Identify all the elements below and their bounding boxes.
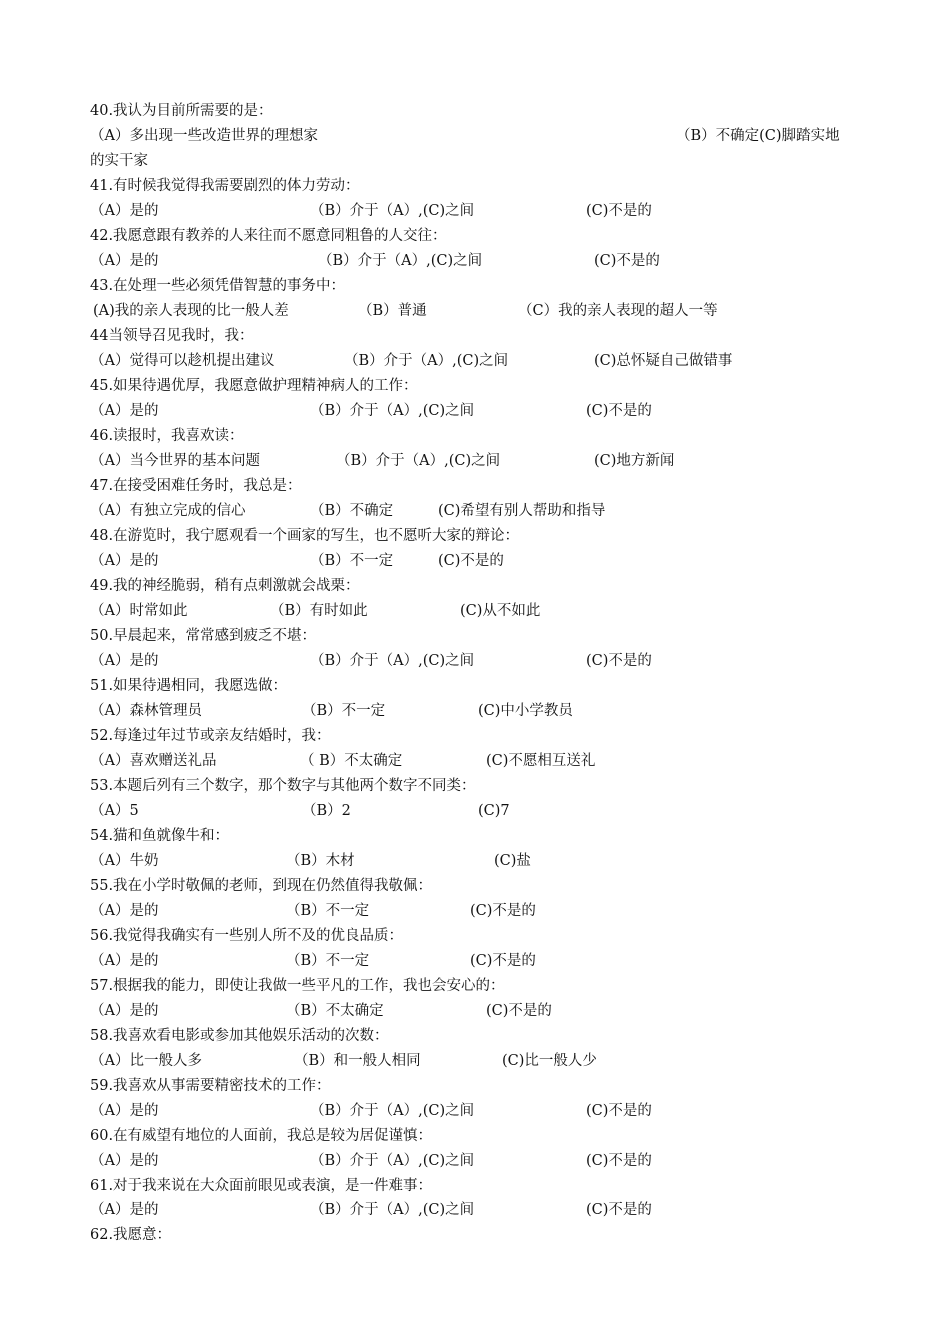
option-a: （A）比一般人多: [90, 1053, 202, 1069]
question-62: 62.我愿意：: [90, 1227, 172, 1243]
option-a: (A)我的亲人表现的比一般人差: [93, 303, 289, 319]
option-b: （B）不太确定: [286, 1003, 384, 1019]
option-b: （B）介于（A）,(C)之间: [310, 203, 475, 219]
option-c: (C)不是的: [486, 1003, 552, 1019]
question-50: 50.早晨起来，常常感到疲乏不堪：: [90, 628, 317, 644]
option-a: （A）觉得可以趁机提出建议: [90, 353, 275, 369]
option-c: (C)希望有别人帮助和指导: [438, 503, 606, 519]
option-c: (C)不愿相互送礼: [486, 753, 596, 769]
option-c: (C)7: [478, 803, 510, 819]
option-a: （A）是的: [90, 253, 159, 269]
question-56: 56.我觉得我确实有一些别人所不及的优良品质：: [90, 928, 404, 944]
option-a: （A）森林管理员: [90, 703, 202, 719]
question-51: 51.如果待遇相同，我愿选做：: [90, 678, 288, 694]
option-b: （B）介于（A）,(C)之间: [318, 253, 483, 269]
option-b: （B）木材: [286, 853, 355, 869]
option-c: (C)不是的: [586, 403, 652, 419]
option-c: （C）我的亲人表现的超人一等: [518, 303, 718, 319]
option-c: (C)从不如此: [460, 603, 541, 619]
question-43: 43.在处理一些必须凭借智慧的事务中：: [90, 278, 346, 294]
question-55: 55.我在小学时敬佩的老师，到现在仍然值得我敬佩：: [90, 878, 433, 894]
option-a: （A）有独立完成的信心: [90, 503, 246, 519]
option-a: （A）是的: [90, 653, 159, 669]
question-60: 60.在有威望有地位的人面前，我总是较为居促谨慎：: [90, 1128, 433, 1144]
option-a: （A）多出现一些改造世界的理想家: [90, 128, 318, 144]
option-b: （ B）不太确定: [300, 753, 403, 769]
option-b: （B）介于（A）,(C)之间: [310, 1103, 475, 1119]
option-b: （B）不一定: [286, 903, 370, 919]
option-a: （A）是的: [90, 403, 159, 419]
option-a: （A）是的: [90, 903, 159, 919]
option-a: （A）是的: [90, 953, 159, 969]
option-a: （A）牛奶: [90, 853, 159, 869]
question-49: 49.我的神经脆弱，稍有点刺激就会战栗：: [90, 578, 360, 594]
option-a: （A）当今世界的基本问题: [90, 453, 260, 469]
question-53: 53.本题后列有三个数字，那个数字与其他两个数字不同类：: [90, 778, 476, 794]
option-c: (C)地方新闻: [594, 453, 675, 469]
question-57: 57.根据我的能力，即使让我做一些平凡的工作，我也会安心的：: [90, 978, 505, 994]
question-59: 59.我喜欢从事需要精密技术的工作：: [90, 1078, 331, 1094]
option-c: (C)不是的: [470, 903, 536, 919]
option-c: (C)不是的: [470, 953, 536, 969]
option-b: （B）介于（A）,(C)之间: [310, 653, 475, 669]
option-b: （B）不一定: [286, 953, 370, 969]
option-b: （B）普通: [358, 303, 427, 319]
option-b: （B）介于（A）,(C)之间: [336, 453, 501, 469]
question-48: 48.在游览时，我宁愿观看一个画家的写生，也不愿听大家的辩论：: [90, 528, 520, 544]
option-b: （B）不一定: [310, 553, 394, 569]
option-b: （B）和一般人相同: [294, 1053, 421, 1069]
option-c: (C)盐: [494, 853, 531, 869]
option-c: (C)不是的: [586, 653, 652, 669]
question-40-continuation: 的实干家: [90, 153, 148, 169]
option-c: (C)不是的: [586, 1202, 652, 1218]
option-a: （A）时常如此: [90, 603, 188, 619]
option-b: （B）不一定: [302, 703, 386, 719]
option-a: （A）是的: [90, 203, 159, 219]
option-c: (C)不是的: [586, 203, 652, 219]
question-47: 47.在接受困难任务时，我总是：: [90, 478, 302, 494]
option-c: (C)比一般人少: [502, 1053, 597, 1069]
question-45: 45.如果待遇优厚，我愿意做护理精神病人的工作：: [90, 378, 418, 394]
option-b: （B）有时如此: [270, 603, 368, 619]
question-52: 52.每逢过年过节或亲友结婚时，我：: [90, 728, 331, 744]
option-b: （B）介于（A）,(C)之间: [310, 403, 475, 419]
option-a: （A）是的: [90, 553, 159, 569]
option-c: (C)不是的: [586, 1153, 652, 1169]
option-c: (C)中小学教员: [478, 703, 573, 719]
option-b: （B）2: [302, 803, 351, 819]
question-61: 61.对于我来说在大众面前眼见或表演，是一件难事：: [90, 1178, 433, 1194]
option-b: （B）不确定: [310, 503, 394, 519]
option-a: （A）是的: [90, 1202, 159, 1218]
option-b: （B）不确定(C)脚踏实地: [676, 128, 840, 144]
option-c: (C)不是的: [594, 253, 660, 269]
option-b: （B）介于（A）,(C)之间: [310, 1202, 475, 1218]
question-46: 46.读报时，我喜欢读：: [90, 428, 244, 444]
question-41: 41.有时候我觉得我需要剧烈的体力劳动：: [90, 178, 360, 194]
option-a: （A）是的: [90, 1153, 159, 1169]
question-54: 54.猫和鱼就像牛和：: [90, 828, 230, 844]
option-a: （A）喜欢赠送礼品: [90, 753, 217, 769]
option-a: （A）5: [90, 803, 139, 819]
option-c: (C)不是的: [586, 1103, 652, 1119]
question-40: 40.我认为目前所需要的是：: [90, 103, 273, 119]
option-c: (C)不是的: [438, 553, 504, 569]
question-58: 58.我喜欢看电影或参加其他娱乐活动的次数：: [90, 1028, 389, 1044]
option-c: (C)总怀疑自己做错事: [594, 353, 733, 369]
option-a: （A）是的: [90, 1003, 159, 1019]
question-42: 42.我愿意跟有教养的人来往而不愿意同粗鲁的人交往：: [90, 228, 447, 244]
question-44: 44当领导召见我时，我：: [90, 328, 254, 344]
option-b: （B）介于（A）,(C)之间: [344, 353, 509, 369]
option-a: （A）是的: [90, 1103, 159, 1119]
option-b: （B）介于（A）,(C)之间: [310, 1153, 475, 1169]
